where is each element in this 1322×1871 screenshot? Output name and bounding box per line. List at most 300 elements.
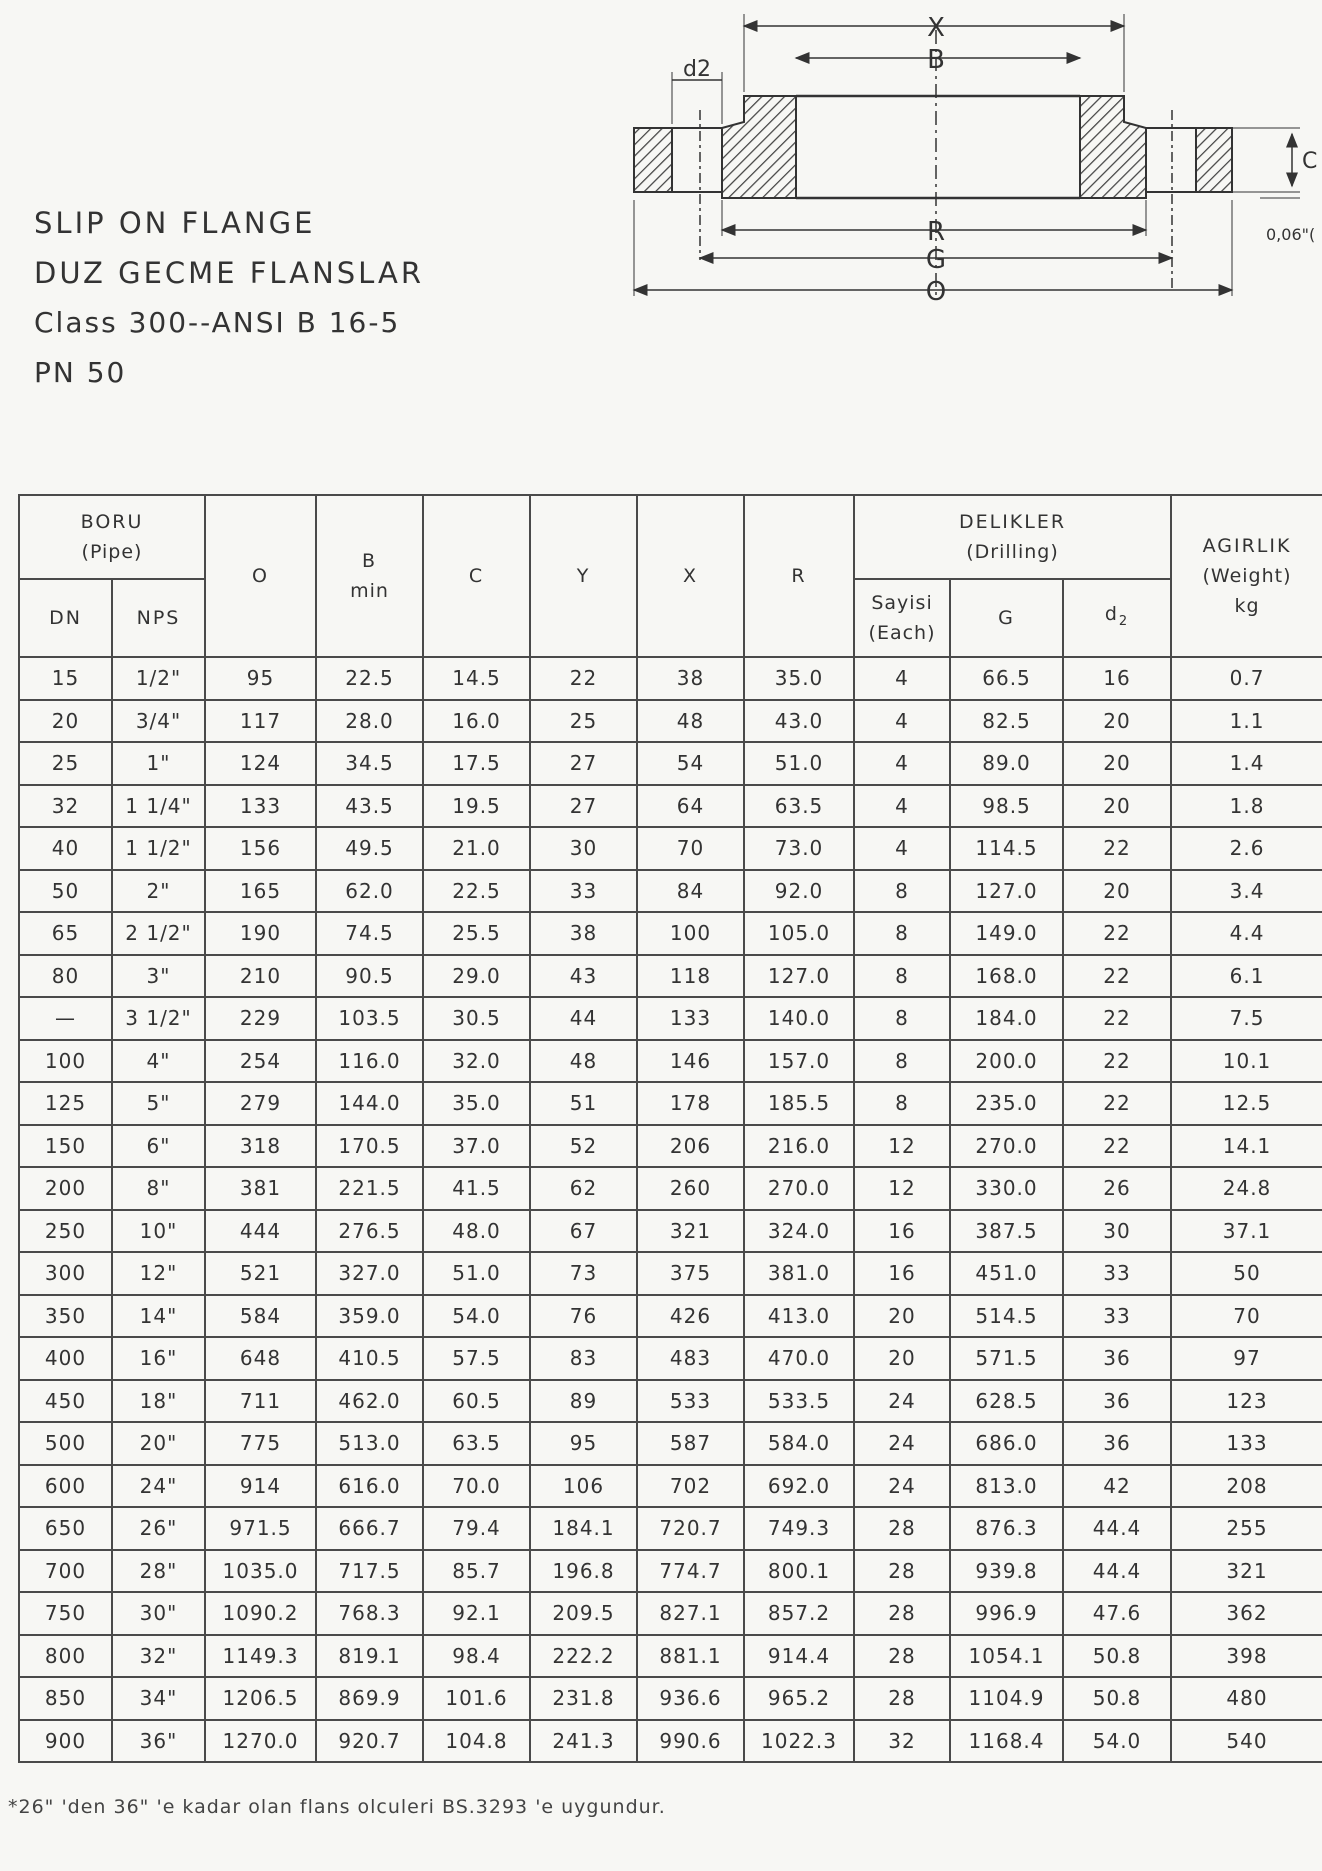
table-cell: 24" [112,1465,205,1508]
table-cell: 60.5 [423,1380,530,1423]
table-cell: 89.0 [950,742,1063,785]
table-cell: 133 [1171,1422,1322,1465]
table-cell: 50.8 [1063,1677,1171,1720]
table-cell: 8 [854,1082,950,1125]
table-cell: 76 [530,1295,637,1338]
table-cell: 20 [854,1295,950,1338]
table-cell: 70 [637,827,744,870]
table-cell: 65 [19,912,112,955]
table-cell: 749.3 [744,1507,854,1550]
table-cell: 30 [1063,1210,1171,1253]
table-cell: 190 [205,912,316,955]
table-cell: 28 [854,1550,950,1593]
table-row [19,912,1322,955]
table-cell: 84 [637,870,744,913]
table-cell: 125 [19,1082,112,1125]
table-cell: 26" [112,1507,205,1550]
table-cell: 500 [19,1422,112,1465]
table-cell: 350 [19,1295,112,1338]
table-cell: 34.5 [316,742,423,785]
table-cell: 92.0 [744,870,854,913]
table-cell: 10" [112,1210,205,1253]
table-row [19,1380,1322,1423]
table-cell: 359.0 [316,1295,423,1338]
table-cell: 25 [19,742,112,785]
table-cell: 914 [205,1465,316,1508]
table-cell: 1.8 [1171,785,1322,828]
table-cell: 4 [854,785,950,828]
table-cell: 692.0 [744,1465,854,1508]
table-cell: 235.0 [950,1082,1063,1125]
table-cell: 16 [854,1252,950,1295]
table-cell: 250 [19,1210,112,1253]
table-cell: 387.5 [950,1210,1063,1253]
table-cell: 28 [854,1677,950,1720]
table-cell: 117 [205,700,316,743]
table-cell: 600 [19,1465,112,1508]
table-cell: 775 [205,1422,316,1465]
table-row [19,657,1322,700]
table-cell: 750 [19,1592,112,1635]
header-c: C [423,495,530,657]
table-row [19,1592,1322,1635]
table-cell: 648 [205,1337,316,1380]
table-cell: 22 [1063,912,1171,955]
table-cell: 400 [19,1337,112,1380]
table-cell: 3.4 [1171,870,1322,913]
table-cell: 165 [205,870,316,913]
table-cell: 29.0 [423,955,530,998]
table-cell: 869.9 [316,1677,423,1720]
table-cell: 30" [112,1592,205,1635]
table-cell: 36" [112,1720,205,1763]
table-cell: 321 [637,1210,744,1253]
flange-section-left [634,96,796,198]
table-cell: 540 [1171,1720,1322,1763]
table-cell: 20 [1063,785,1171,828]
table-cell: 85.7 [423,1550,530,1593]
table-cell: 30 [530,827,637,870]
table-cell: — [19,997,112,1040]
table-cell: 157.0 [744,1040,854,1083]
table-cell: 42 [1063,1465,1171,1508]
table-cell: 36 [1063,1337,1171,1380]
table-cell: 38 [530,912,637,955]
table-cell: 22 [1063,1040,1171,1083]
table-cell: 1090.2 [205,1592,316,1635]
table-cell: 24 [854,1422,950,1465]
table-cell: 229 [205,997,316,1040]
table-cell: 1022.3 [744,1720,854,1763]
table-cell: 15 [19,657,112,700]
table-cell: 324.0 [744,1210,854,1253]
table-cell: 210 [205,955,316,998]
table-row [19,827,1322,870]
table-cell: 413.0 [744,1295,854,1338]
table-cell: 43.0 [744,700,854,743]
table-cell: 1054.1 [950,1635,1063,1678]
table-cell: 702 [637,1465,744,1508]
table-cell: 43 [530,955,637,998]
table-cell: 35.0 [423,1082,530,1125]
table-cell: 717.5 [316,1550,423,1593]
table-cell: 5" [112,1082,205,1125]
table-row [19,1167,1322,1210]
table-body [19,657,1322,1762]
table-cell: 628.5 [950,1380,1063,1423]
table-cell: 276.5 [316,1210,423,1253]
table-cell: 47.6 [1063,1592,1171,1635]
table-cell: 827.1 [637,1592,744,1635]
table-cell: 25 [530,700,637,743]
table-row [19,1082,1322,1125]
table-cell: 33 [1063,1295,1171,1338]
table-row [19,785,1322,828]
table-cell: 146 [637,1040,744,1083]
table-cell: 51.0 [744,742,854,785]
table-cell: 48 [637,700,744,743]
header-o: O [205,495,316,657]
table-cell: 28.0 [316,700,423,743]
table-cell: 813.0 [950,1465,1063,1508]
table-cell: 318 [205,1125,316,1168]
table-cell: 168.0 [950,955,1063,998]
table-cell: 800 [19,1635,112,1678]
table-cell: 184.1 [530,1507,637,1550]
table-cell: 74.5 [316,912,423,955]
table-cell: 1270.0 [205,1720,316,1763]
table-cell: 260 [637,1167,744,1210]
table-row [19,1210,1322,1253]
table-cell: 54 [637,742,744,785]
flange-spec-table [18,494,1322,1763]
table-cell: 666.7 [316,1507,423,1550]
header-boru: BORU (Pipe) [19,495,205,579]
table-cell: 3 1/2" [112,997,205,1040]
table-cell: 381 [205,1167,316,1210]
table-cell: 32" [112,1635,205,1678]
table-cell: 300 [19,1252,112,1295]
table-cell: 819.1 [316,1635,423,1678]
table-row [19,1635,1322,1678]
table-cell: 7.5 [1171,997,1322,1040]
table-cell: 971.5 [205,1507,316,1550]
table-cell: 116.0 [316,1040,423,1083]
header-sayisi: Sayisi (Each) [854,579,950,657]
table-cell: 37.1 [1171,1210,1322,1253]
table-cell: 40 [19,827,112,870]
table-cell: 20 [1063,870,1171,913]
table-cell: 1104.9 [950,1677,1063,1720]
table-cell: 650 [19,1507,112,1550]
table-cell: 711 [205,1380,316,1423]
table-cell: 18" [112,1380,205,1423]
table-cell: 381.0 [744,1252,854,1295]
table-cell: 104.8 [423,1720,530,1763]
table-cell: 17.5 [423,742,530,785]
table-cell: 444 [205,1210,316,1253]
table-cell: 914.4 [744,1635,854,1678]
table-cell: 43.5 [316,785,423,828]
table-cell: 8 [854,870,950,913]
table-cell: 184.0 [950,997,1063,1040]
table-cell: 4 [854,827,950,870]
table-cell: 118 [637,955,744,998]
table-cell: 12 [854,1167,950,1210]
table-cell: 133 [637,997,744,1040]
table-cell: 48 [530,1040,637,1083]
table-cell: 14" [112,1295,205,1338]
table-cell: 95 [530,1422,637,1465]
table-row [19,1677,1322,1720]
table-cell: 209.5 [530,1592,637,1635]
table-cell: 127.0 [744,955,854,998]
table-cell: 98.4 [423,1635,530,1678]
table-cell: 63.5 [423,1422,530,1465]
table-cell: 20" [112,1422,205,1465]
table-cell: 1" [112,742,205,785]
table-cell: 32.0 [423,1040,530,1083]
table-cell: 850 [19,1677,112,1720]
table-cell: 50.8 [1063,1635,1171,1678]
table-cell: 470.0 [744,1337,854,1380]
table-row [19,955,1322,998]
table-cell: 123 [1171,1380,1322,1423]
table-cell: 857.2 [744,1592,854,1635]
table-cell: 12" [112,1252,205,1295]
table-cell: 133 [205,785,316,828]
table-cell: 62 [530,1167,637,1210]
table-cell: 768.3 [316,1592,423,1635]
header-delikler: DELIKLER (Drilling) [854,495,1171,579]
table-cell: 12 [854,1125,950,1168]
table-cell: 965.2 [744,1677,854,1720]
table-cell: 19.5 [423,785,530,828]
table-cell: 82.5 [950,700,1063,743]
table-cell: 25.5 [423,912,530,955]
table-cell: 996.9 [950,1592,1063,1635]
table-cell: 12.5 [1171,1082,1322,1125]
table-cell: 64 [637,785,744,828]
table-cell: 106 [530,1465,637,1508]
table-cell: 462.0 [316,1380,423,1423]
table-cell: 362 [1171,1592,1322,1635]
header-d2: $d_2$ [1063,579,1171,657]
table-cell: 36 [1063,1422,1171,1465]
table-cell: 26 [1063,1167,1171,1210]
table-cell: 990.6 [637,1720,744,1763]
table-cell: 16 [854,1210,950,1253]
table-cell: 10.1 [1171,1040,1322,1083]
header-x: X [637,495,744,657]
table-cell: 52 [530,1125,637,1168]
table-row [19,1125,1322,1168]
table-cell: 1206.5 [205,1677,316,1720]
table-cell: 8" [112,1167,205,1210]
table-cell: 32 [19,785,112,828]
label-c: C [1302,149,1318,174]
table-cell: 483 [637,1337,744,1380]
table-cell: 89 [530,1380,637,1423]
table-cell: 28 [854,1507,950,1550]
table-cell: 881.1 [637,1635,744,1678]
table-cell: 720.7 [637,1507,744,1550]
table-cell: 149.0 [950,912,1063,955]
label-offset: 0,06"( [1266,225,1316,244]
table-cell: 97 [1171,1337,1322,1380]
table-row [19,1040,1322,1083]
table-cell: 178 [637,1082,744,1125]
label-x: X [927,13,945,43]
table-cell: 44.4 [1063,1507,1171,1550]
table-cell: 270.0 [744,1167,854,1210]
table-cell: 196.8 [530,1550,637,1593]
table-cell: 103.5 [316,997,423,1040]
table-row [19,1507,1322,1550]
table-row [19,700,1322,743]
table-cell: 22 [530,657,637,700]
header-r: R [744,495,854,657]
table-cell: 22.5 [316,657,423,700]
table-cell: 450 [19,1380,112,1423]
table-cell: 270.0 [950,1125,1063,1168]
table-cell: 150 [19,1125,112,1168]
table-cell: 255 [1171,1507,1322,1550]
table-cell: 79.4 [423,1507,530,1550]
table-cell: 584 [205,1295,316,1338]
table-row [19,742,1322,785]
table-cell: 900 [19,1720,112,1763]
label-d2: d2 [683,57,711,82]
label-o: O [925,277,947,307]
title-class: Class 300--ANSI B 16-5 [34,306,401,339]
table-cell: 1 1/4" [112,785,205,828]
table-cell: 14.1 [1171,1125,1322,1168]
table-cell: 14.5 [423,657,530,700]
table-cell: 231.8 [530,1677,637,1720]
table-cell: 22 [1063,1125,1171,1168]
table-cell: 254 [205,1040,316,1083]
table-cell: 4 [854,742,950,785]
table-cell: 156 [205,827,316,870]
table-cell: 170.5 [316,1125,423,1168]
table-cell: 571.5 [950,1337,1063,1380]
table-cell: 327.0 [316,1252,423,1295]
table-cell: 70 [1171,1295,1322,1338]
table-cell: 533 [637,1380,744,1423]
table-row [19,1422,1322,1465]
table-cell: 451.0 [950,1252,1063,1295]
table-cell: 24 [854,1380,950,1423]
table-cell: 330.0 [950,1167,1063,1210]
table-row [19,1252,1322,1295]
table-cell: 587 [637,1422,744,1465]
table-cell: 22 [1063,955,1171,998]
table-cell: 1.4 [1171,742,1322,785]
table-cell: 32 [854,1720,950,1763]
label-g: G [925,245,947,275]
table-cell: 200.0 [950,1040,1063,1083]
table-cell: 73.0 [744,827,854,870]
table-cell: 144.0 [316,1082,423,1125]
table-cell: 20 [1063,700,1171,743]
table-cell: 6.1 [1171,955,1322,998]
table-cell: 8 [854,997,950,1040]
table-cell: 90.5 [316,955,423,998]
table-cell: 28" [112,1550,205,1593]
table-cell: 3" [112,955,205,998]
table-cell: 8 [854,1040,950,1083]
title-block [34,198,424,398]
table-cell: 28 [854,1635,950,1678]
table-cell: 533.5 [744,1380,854,1423]
table-cell: 0.7 [1171,657,1322,700]
title-slip-on-flange: SLIP ON FLANGE [34,206,316,240]
table-cell: 398 [1171,1635,1322,1678]
table-cell: 66.5 [950,657,1063,700]
table-row [19,1465,1322,1508]
table-cell: 200 [19,1167,112,1210]
table-cell: 21.0 [423,827,530,870]
table-cell: 1149.3 [205,1635,316,1678]
table-cell: 95 [205,657,316,700]
table-cell: 54.0 [1063,1720,1171,1763]
table-cell: 49.5 [316,827,423,870]
table-cell: 24.8 [1171,1167,1322,1210]
table-cell: 22.5 [423,870,530,913]
table-cell: 584.0 [744,1422,854,1465]
table-cell: 3/4" [112,700,205,743]
header-dn: DN [19,579,112,657]
table-cell: 1.1 [1171,700,1322,743]
header-b: B min [316,495,423,657]
table-cell: 24 [854,1465,950,1508]
table-cell: 41.5 [423,1167,530,1210]
table-cell: 54.0 [423,1295,530,1338]
table-cell: 50 [19,870,112,913]
header-y: Y [530,495,637,657]
table-cell: 16" [112,1337,205,1380]
table-cell: 20 [854,1337,950,1380]
table-cell: 73 [530,1252,637,1295]
table-cell: 37.0 [423,1125,530,1168]
table-cell: 1/2" [112,657,205,700]
table-row [19,1550,1322,1593]
table-cell: 375 [637,1252,744,1295]
table-cell: 44 [530,997,637,1040]
table-cell: 38 [637,657,744,700]
table-row [19,997,1322,1040]
table-cell: 686.0 [950,1422,1063,1465]
flange-section-right [1080,96,1232,198]
table-cell: 16.0 [423,700,530,743]
table-row [19,1337,1322,1380]
table-cell: 4 [854,657,950,700]
table-cell: 279 [205,1082,316,1125]
table-cell: 2.6 [1171,827,1322,870]
label-b: B [927,45,945,75]
table-cell: 939.8 [950,1550,1063,1593]
table-cell: 22 [1063,1082,1171,1125]
table-cell: 4 [854,700,950,743]
table-cell: 480 [1171,1677,1322,1720]
footnote: *26" 'den 36" 'e kadar olan flans olculeri BS.3293 'e uygundur. [8,1796,666,1818]
table-cell: 920.7 [316,1720,423,1763]
table-cell: 4.4 [1171,912,1322,955]
table-cell: 100 [637,912,744,955]
table-cell: 241.3 [530,1720,637,1763]
label-r: R [926,217,946,247]
